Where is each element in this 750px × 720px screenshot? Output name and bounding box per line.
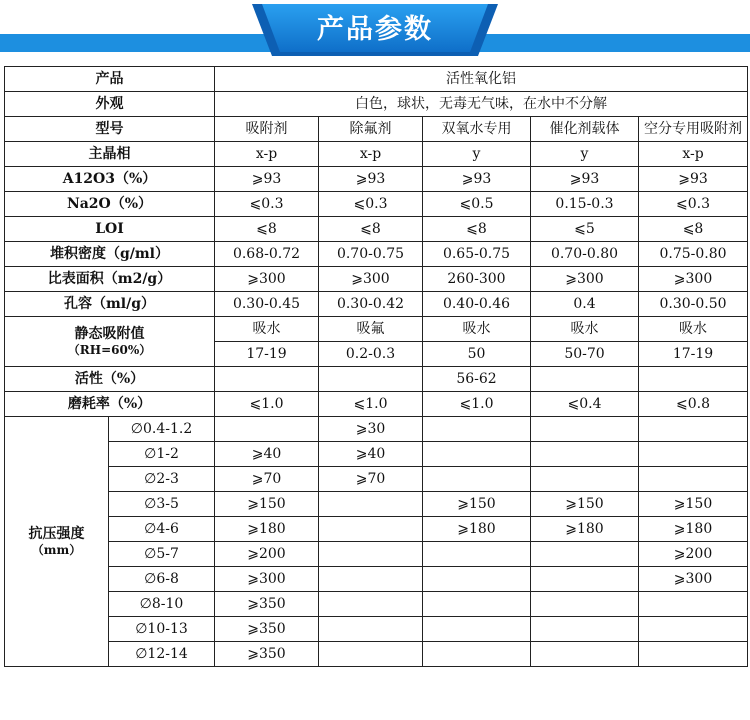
cell: ⩽8 (319, 217, 423, 242)
size-cell: ∅2-3 (109, 467, 215, 492)
cell: ⩾300 (215, 267, 319, 292)
model-cell: 除氟剂 (319, 117, 423, 142)
strength-row (5, 542, 748, 567)
cell: 吸水 (639, 317, 748, 342)
cell (531, 592, 639, 617)
size-cell: ∅1-2 (109, 442, 215, 467)
cell: x-p (639, 142, 748, 167)
cell (531, 567, 639, 592)
cell: 0.30-0.42 (319, 292, 423, 317)
cell: ⩾93 (319, 167, 423, 192)
cell: ⩽0.4 (531, 392, 639, 417)
strength-row (5, 442, 748, 467)
cell (319, 367, 423, 392)
size-cell: ∅8-10 (109, 592, 215, 617)
cell: 0.4 (531, 292, 639, 317)
cell (423, 617, 531, 642)
cell: ⩾93 (423, 167, 531, 192)
appearance-label: 外观 (5, 92, 215, 117)
strength-row (5, 642, 748, 667)
table-row (5, 267, 748, 292)
cell: ⩽5 (531, 217, 639, 242)
cell: 17-19 (215, 342, 319, 367)
cell (215, 367, 319, 392)
strength-row (5, 417, 748, 442)
static-label (5, 317, 215, 367)
cell: x-p (319, 142, 423, 167)
cell: ⩾93 (215, 167, 319, 192)
cell (319, 517, 423, 542)
row-activity (5, 367, 748, 392)
cell: ⩾150 (531, 492, 639, 517)
cell: ⩾40 (319, 442, 423, 467)
cell: ⩾180 (531, 517, 639, 542)
cell (531, 542, 639, 567)
table-row (5, 167, 748, 192)
cell: 0.68-0.72 (215, 242, 319, 267)
cell (639, 617, 748, 642)
cell: 0.65-0.75 (423, 242, 531, 267)
cell (319, 567, 423, 592)
strength-row (5, 617, 748, 642)
cell (531, 442, 639, 467)
size-cell: ∅4-6 (109, 517, 215, 542)
cell: ⩾300 (215, 567, 319, 592)
model-cell: 空分专用吸附剂 (639, 117, 748, 142)
cell: x-p (215, 142, 319, 167)
cell: ⩽0.3 (319, 192, 423, 217)
cell: ⩾200 (639, 542, 748, 567)
row-label: LOI (5, 217, 215, 242)
strength-label-line1: 抗压强度 (28, 525, 85, 542)
cell: ⩾300 (319, 267, 423, 292)
cell: ⩽1.0 (319, 392, 423, 417)
cell: 50-70 (531, 342, 639, 367)
cell: ⩾350 (215, 617, 319, 642)
cell: ⩽1.0 (423, 392, 531, 417)
row-label: 主晶相 (5, 142, 215, 167)
cell: 56-62 (423, 367, 531, 392)
cell: ⩾300 (639, 567, 748, 592)
model-cell: 双氧水专用 (423, 117, 531, 142)
product-value: 活性氧化铝 (215, 67, 748, 92)
cell (423, 642, 531, 667)
model-cell: 吸附剂 (215, 117, 319, 142)
strength-row (5, 592, 748, 617)
cell (639, 642, 748, 667)
model-cell: 催化剂载体 (531, 117, 639, 142)
cell (319, 592, 423, 617)
cell (423, 442, 531, 467)
cell: 吸水 (423, 317, 531, 342)
cell (531, 617, 639, 642)
cell (531, 642, 639, 667)
cell: ⩽8 (423, 217, 531, 242)
cell (423, 417, 531, 442)
cell: ⩽8 (639, 217, 748, 242)
cell: ⩾40 (215, 442, 319, 467)
cell: ⩾150 (423, 492, 531, 517)
table-row (5, 242, 748, 267)
cell: ⩾70 (319, 467, 423, 492)
cell: ⩽0.3 (215, 192, 319, 217)
cell: ⩾150 (639, 492, 748, 517)
cell (639, 467, 748, 492)
cell: 吸氟 (319, 317, 423, 342)
cell: 50 (423, 342, 531, 367)
cell (423, 567, 531, 592)
cell: ⩾300 (531, 267, 639, 292)
size-cell: ∅0.4-1.2 (109, 417, 215, 442)
table-row (5, 142, 748, 167)
cell: ⩾350 (215, 592, 319, 617)
strength-row (5, 517, 748, 542)
table-row (5, 292, 748, 317)
cell (531, 417, 639, 442)
cell (423, 542, 531, 567)
cell (639, 442, 748, 467)
appearance-value: 白色，球状，无毒无气味，在水中不分解 (215, 92, 748, 117)
row-label: Na2O（%） (5, 192, 215, 217)
size-cell: ∅5-7 (109, 542, 215, 567)
cell: ⩾180 (215, 517, 319, 542)
cell: ⩾93 (531, 167, 639, 192)
cell (319, 542, 423, 567)
cell: ⩾150 (215, 492, 319, 517)
cell (531, 467, 639, 492)
cell: ⩾30 (319, 417, 423, 442)
cell: ⩾180 (423, 517, 531, 542)
cell (423, 592, 531, 617)
cell: ⩽1.0 (215, 392, 319, 417)
size-cell: ∅3-5 (109, 492, 215, 517)
table-row (5, 192, 748, 217)
cell: 0.75-0.80 (639, 242, 748, 267)
strength-row (5, 567, 748, 592)
model-label: 型号 (5, 117, 215, 142)
cell (423, 467, 531, 492)
table-row (5, 217, 748, 242)
row-product (5, 67, 748, 92)
cell (639, 367, 748, 392)
cell: 0.2-0.3 (319, 342, 423, 367)
row-label: 孔容（ml/g） (5, 292, 215, 317)
cell (319, 617, 423, 642)
row-static-media (5, 317, 748, 342)
strength-row (5, 467, 748, 492)
cell (215, 417, 319, 442)
strength-label (5, 417, 109, 667)
cell: y (423, 142, 531, 167)
cell: 0.40-0.46 (423, 292, 531, 317)
product-label: 产品 (5, 67, 215, 92)
cell: 17-19 (639, 342, 748, 367)
cell: ⩽0.8 (639, 392, 748, 417)
cell: y (531, 142, 639, 167)
cell: 吸水 (531, 317, 639, 342)
cell: 0.30-0.50 (639, 292, 748, 317)
row-appearance (5, 92, 748, 117)
size-cell: ∅6-8 (109, 567, 215, 592)
row-label: 比表面积（m2/g） (5, 267, 215, 292)
cell: ⩾93 (639, 167, 748, 192)
row-label: 磨耗率（%） (5, 392, 215, 417)
cell: 吸水 (215, 317, 319, 342)
row-model (5, 117, 748, 142)
strength-row (5, 492, 748, 517)
cell (319, 642, 423, 667)
cell: ⩾350 (215, 642, 319, 667)
cell: 0.70-0.80 (531, 242, 639, 267)
cell (639, 592, 748, 617)
row-label: A12O3（%） (5, 167, 215, 192)
cell: ⩽0.3 (639, 192, 748, 217)
cell: 0.15-0.3 (531, 192, 639, 217)
row-label: 堆积密度（g/ml） (5, 242, 215, 267)
cell (639, 417, 748, 442)
cell: ⩾300 (639, 267, 748, 292)
cell (531, 367, 639, 392)
cell (319, 492, 423, 517)
page-title: 产品参数 (317, 14, 433, 45)
cell: 260-300 (423, 267, 531, 292)
size-cell: ∅12-14 (109, 642, 215, 667)
cell: ⩾180 (639, 517, 748, 542)
cell: ⩾200 (215, 542, 319, 567)
strength-label-line2: （mm） (31, 542, 82, 557)
size-cell: ∅10-13 (109, 617, 215, 642)
cell: ⩾70 (215, 467, 319, 492)
row-wear (5, 392, 748, 417)
spec-table (4, 66, 748, 667)
row-label: 活性（%） (5, 367, 215, 392)
static-label-line2: （RH=60%） (67, 342, 152, 357)
cell: 0.70-0.75 (319, 242, 423, 267)
cell: ⩽0.5 (423, 192, 531, 217)
static-label-line1: 静态吸附值 (74, 325, 145, 342)
cell: ⩽8 (215, 217, 319, 242)
cell: 0.30-0.45 (215, 292, 319, 317)
